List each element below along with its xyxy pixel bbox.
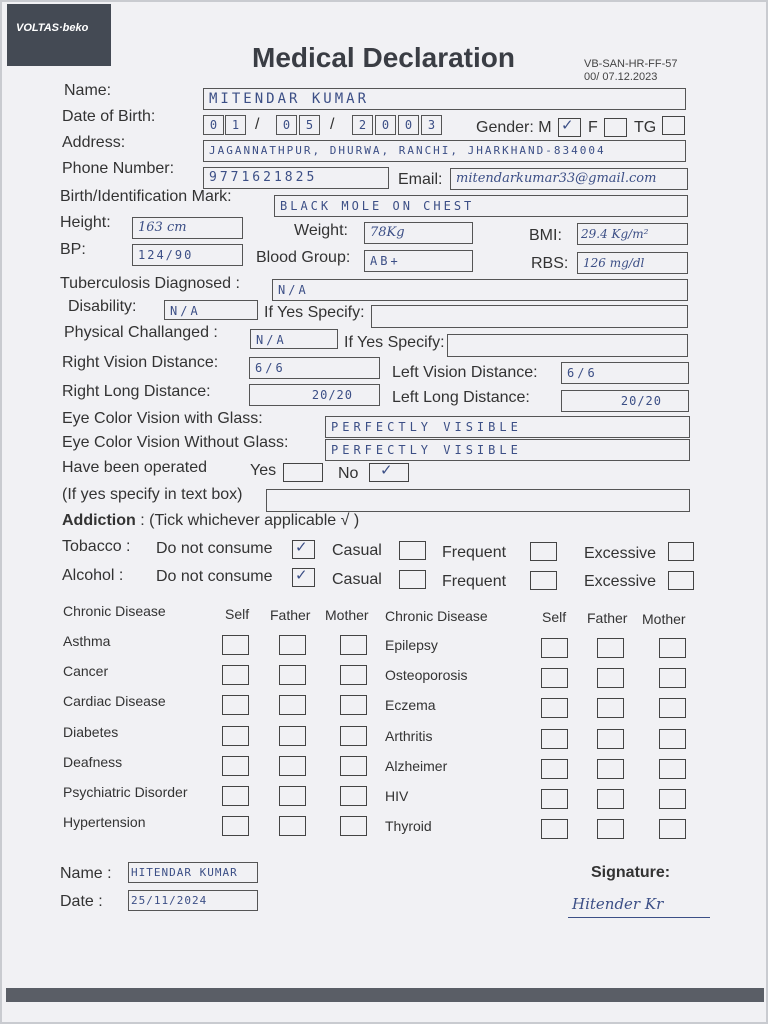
father-checkbox[interactable] (597, 698, 624, 718)
self-checkbox[interactable] (541, 819, 568, 839)
gender-tg-checkbox[interactable] (662, 116, 685, 135)
tobacco-label: Tobacco : (62, 538, 131, 555)
mother-checkbox[interactable] (340, 756, 367, 776)
address-label: Address: (62, 134, 126, 151)
blood-group-field[interactable]: AB+ (364, 250, 473, 272)
eye-with-glass-label: Eye Color Vision with Glass: (62, 410, 263, 427)
father-checkbox[interactable] (597, 819, 624, 839)
mother-checkbox[interactable] (340, 786, 367, 806)
signature: Hitender Kr (572, 895, 664, 913)
check-icon: ✓ (295, 567, 308, 584)
chronic-disease-name: Thyroid (385, 818, 432, 835)
signature-label: Signature: (591, 864, 671, 881)
self-checkbox[interactable] (222, 695, 249, 715)
tobacco-frequent-checkbox[interactable] (530, 542, 557, 561)
left-vision-label: Left Vision Distance: (392, 364, 538, 381)
self-checkbox[interactable] (222, 726, 249, 746)
chronic-disease-name: Cardiac Disease (63, 693, 166, 710)
name-field[interactable]: MITENDAR KUMAR (203, 88, 686, 110)
chronic-disease-name: Epilepsy (385, 637, 438, 653)
chronic-disease-name: Asthma (63, 633, 111, 649)
email-label: Email: (398, 171, 443, 188)
self-checkbox[interactable] (222, 756, 249, 776)
operated-specify-label: (If yes specify in text box) (62, 486, 243, 503)
height-label: Height: (60, 214, 111, 231)
father-checkbox[interactable] (597, 729, 624, 749)
alcohol-not-consume-checkbox[interactable] (292, 568, 315, 587)
rbs-label: RBS: (531, 255, 569, 272)
chronic-disease-name: Eczema (385, 697, 436, 714)
chronic-disease-name: Arthritis (385, 727, 433, 744)
mother-checkbox[interactable] (659, 698, 686, 718)
check-icon: ✓ (380, 462, 393, 479)
tobacco-casual-label: Casual (332, 542, 382, 559)
dob-separator: / (330, 116, 335, 133)
physical-specify-label: If Yes Specify: (344, 334, 445, 351)
doc-ref-date: 00/ 07.12.2023 (584, 71, 658, 83)
phone-field[interactable]: 9771621825 (203, 167, 389, 189)
eye-without-glass-label: Eye Color Vision Without Glass: (62, 434, 289, 451)
document-reference (584, 58, 678, 84)
chronic-header-right: Chronic Disease (385, 608, 488, 624)
father-checkbox[interactable] (279, 756, 306, 776)
mother-checkbox[interactable] (340, 695, 367, 715)
mother-header-left: Mother (325, 607, 369, 623)
mother-checkbox[interactable] (340, 665, 367, 685)
chronic-disease-name: HIV (385, 788, 409, 804)
tobacco-frequent-label: Frequent (442, 544, 507, 561)
footer-date-field[interactable]: 25/11/2024 (128, 890, 258, 911)
operated-yes-label: Yes (250, 462, 277, 479)
rbs-field[interactable]: 126 mg/dl (577, 252, 688, 274)
father-checkbox[interactable] (597, 789, 624, 809)
dob-digit[interactable]: 2 (352, 115, 373, 135)
dob-digit[interactable]: 1 (225, 115, 246, 135)
bp-label: BP: (60, 241, 86, 258)
disability-specify-field[interactable] (371, 305, 688, 328)
tobacco-excessive-checkbox[interactable] (668, 542, 694, 561)
dob-label: Date of Birth: (62, 108, 156, 125)
self-checkbox[interactable] (541, 638, 568, 658)
signature-line (568, 917, 710, 918)
weight-label: Weight: (294, 222, 348, 239)
left-vision-field[interactable]: 6/6 (561, 362, 689, 384)
physical-specify-field[interactable] (447, 334, 688, 357)
bp-field[interactable]: 124/90 (132, 244, 243, 266)
operated-no-checkbox[interactable] (369, 463, 409, 482)
footer-name-label: Name : (60, 865, 112, 882)
dob-digit[interactable]: 0 (276, 115, 297, 135)
bottom-band (6, 988, 764, 1002)
tobacco-not-consume-label: Do not consume (156, 540, 273, 557)
address-field[interactable]: JAGANNATHPUR, DHURWA, RANCHI, JHARKHAND-834004 (203, 140, 686, 162)
father-checkbox[interactable] (279, 665, 306, 685)
alcohol-not-consume-label: Do not consume (156, 568, 273, 585)
dob-digit[interactable]: 3 (421, 115, 442, 135)
mother-checkbox[interactable] (340, 816, 367, 836)
self-checkbox[interactable] (541, 698, 568, 718)
left-long-field[interactable]: 20/20 (561, 390, 689, 412)
chronic-header-left: Chronic Disease (63, 603, 166, 619)
footer-name-field[interactable]: HITENDAR KUMAR (128, 862, 258, 883)
self-checkbox[interactable] (222, 786, 249, 806)
operated-label: Have been operated (62, 459, 207, 476)
gender-m-checkbox[interactable] (558, 118, 581, 137)
mother-checkbox[interactable] (659, 668, 686, 688)
dob-digit[interactable]: 0 (375, 115, 396, 135)
chronic-disease-name: Alzheimer (385, 757, 448, 774)
birth-mark-field[interactable]: BLACK MOLE ON CHEST (274, 195, 688, 217)
operated-specify-field[interactable] (266, 489, 690, 512)
chronic-disease-name: Deafness (63, 753, 123, 770)
physical-challenged-label: Physical Challanged : (64, 324, 218, 341)
physical-challenged-field[interactable]: N/A (250, 329, 338, 349)
operated-no-label: No (338, 465, 359, 482)
disability-field[interactable]: N/A (164, 300, 258, 320)
right-vision-label: Right Vision Distance: (62, 354, 219, 371)
email-field[interactable]: mitendarkumar33@gmail.com (450, 168, 688, 190)
addiction-heading (62, 512, 359, 530)
self-header-right: Self (542, 609, 567, 625)
father-header-left: Father (270, 607, 311, 623)
father-checkbox[interactable] (279, 786, 306, 806)
self-checkbox[interactable] (541, 759, 568, 779)
name-label: Name: (64, 82, 112, 99)
tobacco-excessive-label: Excessive (584, 545, 657, 562)
alcohol-casual-label: Casual (332, 571, 382, 588)
chronic-disease-name: Hypertension (63, 814, 146, 831)
father-checkbox[interactable] (597, 759, 624, 779)
self-checkbox[interactable] (222, 665, 249, 685)
father-checkbox[interactable] (279, 635, 306, 655)
birth-mark-label: Birth/Identification Mark: (60, 188, 232, 205)
alcohol-label: Alcohol : (62, 567, 124, 584)
self-checkbox[interactable] (541, 729, 568, 749)
mother-checkbox[interactable] (659, 759, 686, 779)
footer-date-label: Date : (60, 893, 103, 910)
page-title: Medical Declaration (252, 42, 515, 73)
father-checkbox[interactable] (279, 695, 306, 715)
mother-header-right: Mother (642, 611, 686, 627)
alcohol-casual-checkbox[interactable] (399, 570, 426, 589)
operated-yes-checkbox[interactable] (283, 463, 323, 482)
chronic-disease-name: Diabetes (63, 723, 119, 740)
phone-label: Phone Number: (62, 160, 175, 177)
eye-without-glass-field[interactable]: PERFECTLY VISIBLE (325, 439, 690, 461)
doc-ref-code: VB-SAN-HR-FF-57 (584, 58, 678, 70)
self-checkbox[interactable] (541, 789, 568, 809)
blood-group-label: Blood Group: (256, 249, 351, 266)
tb-label: Tuberculosis Diagnosed : (60, 275, 240, 292)
tobacco-casual-checkbox[interactable] (399, 541, 426, 560)
weight-field[interactable]: 78Kg (364, 222, 473, 244)
father-checkbox[interactable] (597, 638, 624, 658)
left-long-label: Left Long Distance: (392, 389, 530, 406)
chronic-disease-name: Psychiatric Disorder (63, 784, 188, 800)
mother-checkbox[interactable] (340, 726, 367, 746)
self-header-left: Self (225, 606, 250, 622)
right-long-field[interactable]: 20/20 (249, 384, 380, 406)
self-checkbox[interactable] (222, 816, 249, 836)
check-icon: ✓ (295, 539, 308, 556)
check-icon: ✓ (561, 117, 574, 134)
right-vision-field[interactable]: 6/6 (249, 357, 380, 379)
mother-checkbox[interactable] (659, 729, 686, 749)
alcohol-excessive-checkbox[interactable] (668, 571, 694, 590)
father-checkbox[interactable] (279, 816, 306, 836)
gender-tg-label: TG (634, 119, 657, 136)
addiction-bold: Addiction (62, 512, 136, 529)
dob-digit[interactable]: 0 (203, 115, 224, 135)
self-checkbox[interactable] (222, 635, 249, 655)
gender-f-checkbox[interactable] (604, 118, 627, 137)
chronic-disease-name: Cancer (63, 663, 109, 680)
tb-field[interactable]: N/A (272, 279, 688, 301)
mother-checkbox[interactable] (340, 635, 367, 655)
dob-digit[interactable]: 0 (398, 115, 419, 135)
father-checkbox[interactable] (597, 668, 624, 688)
tobacco-not-consume-checkbox[interactable] (292, 540, 315, 559)
mother-checkbox[interactable] (659, 819, 686, 839)
right-long-label: Right Long Distance: (62, 383, 211, 400)
mother-checkbox[interactable] (659, 638, 686, 658)
mother-checkbox[interactable] (659, 789, 686, 809)
disability-specify-label: If Yes Specify: (264, 304, 365, 321)
company-logo: VOLTAS·beko (7, 4, 111, 66)
self-checkbox[interactable] (541, 668, 568, 688)
dob-separator: / (255, 116, 260, 133)
alcohol-frequent-checkbox[interactable] (530, 571, 557, 590)
eye-with-glass-field[interactable]: PERFECTLY VISIBLE (325, 416, 690, 438)
father-checkbox[interactable] (279, 726, 306, 746)
alcohol-excessive-label: Excessive (584, 573, 657, 590)
disability-label: Disability: (68, 298, 137, 315)
father-header-right: Father (587, 610, 628, 626)
chronic-disease-name: Osteoporosis (385, 667, 468, 684)
gender-f-label: F (588, 119, 598, 136)
alcohol-frequent-label: Frequent (442, 573, 507, 590)
height-field[interactable]: 163 cm (132, 217, 243, 239)
addiction-instruction: : (Tick whichever applicable √ ) (140, 512, 360, 529)
gender-label: Gender: M (476, 119, 552, 136)
dob-digit[interactable]: 5 (299, 115, 320, 135)
bmi-field[interactable]: 29.4 Kg/m² (577, 223, 688, 245)
bmi-label: BMI: (529, 227, 562, 244)
